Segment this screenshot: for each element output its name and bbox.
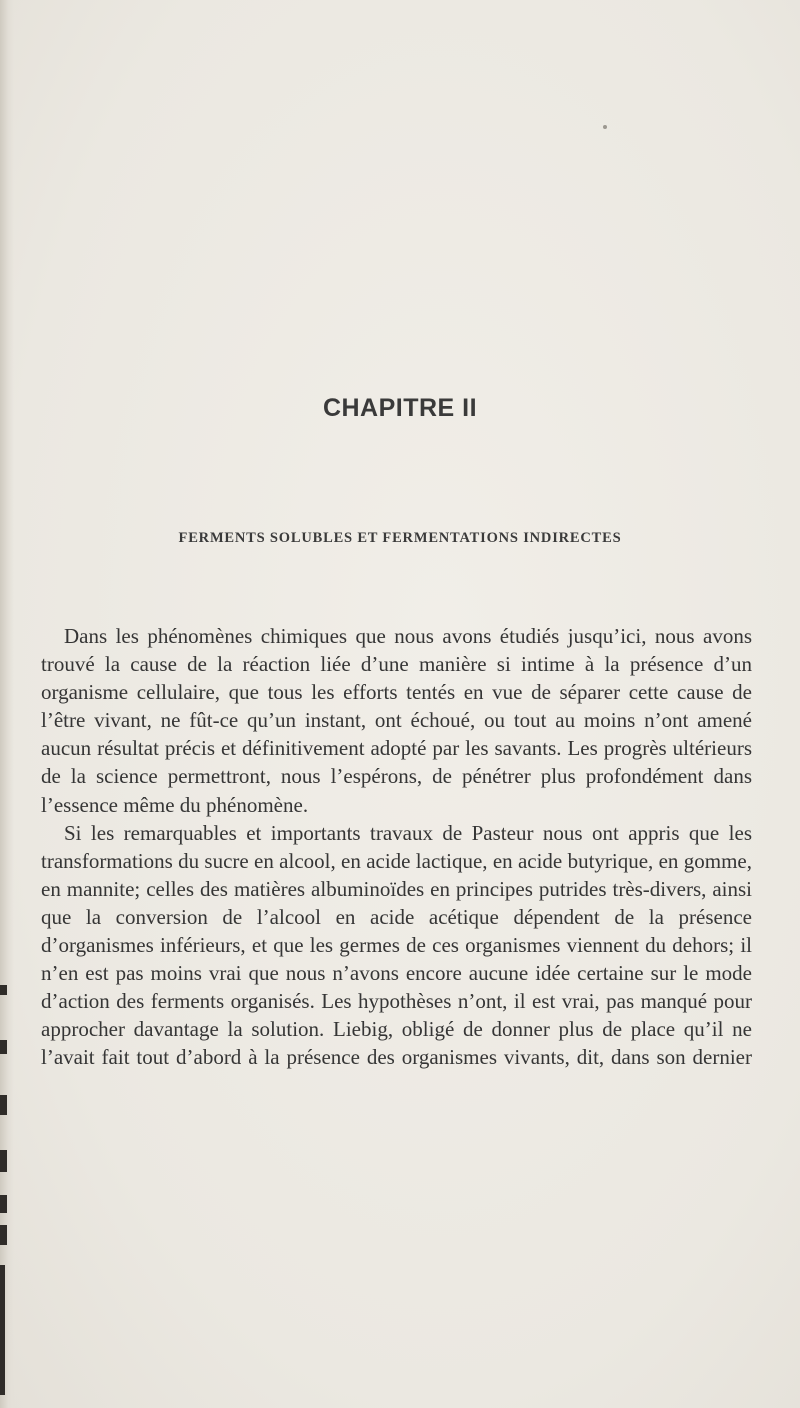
binding-mark (0, 1195, 7, 1213)
binding-mark (0, 1040, 7, 1054)
paragraph: Si les remarquables et importants travaux de Pasteur nous ont appris que les transformations du sucre en alcool, en acide lactique, en acide butyrique, en gomme, en mannite; celles des matières albuminoïdes en principes putrides très-divers, ainsi que la conversion de l’alcool en acide acétique dépendent de la présence d’organismes inférieurs, et que les germes de ces organismes viennent du dehors; il n’en est pas moins vrai que nous n’avons encore aucune idée certaine sur le mode d’action des ferments organisés. Les hypothèses n’ont, il est vrai, pas manqué pour approcher davantage la solution. Liebig, obligé de donner plus de place qu’il ne l’avait fait tout d’abord à la présence des organismes vivants, dit, dans son dernier (41, 820, 752, 1070)
binding-mark (0, 985, 7, 995)
binding-mark (0, 1265, 5, 1395)
paragraph: Dans les phénomènes chimiques que nous avons étudiés jusqu’ici, nous avons trouvé la cause de la réaction liée d’une manière si intime à la présence d’un organisme cellulaire, que tous les efforts tentés en vue de séparer cette cause de l’être vivant, ne fût-ce qu’un instant, ont échoué, ou tout au moins n’ont amené aucun résultat précis et définitivement adopté par les savants. Les progrès ultérieurs de la science permettront, nous l’espérons, de pénétrer plus profondément dans l’essence même du phénomène. (41, 624, 752, 817)
paper-speck (603, 125, 607, 129)
binding-mark (0, 1150, 7, 1172)
binding-mark (0, 1095, 7, 1115)
chapter-title: CHAPITRE II (322, 394, 478, 422)
binding-mark (0, 1225, 7, 1245)
body-text (41, 622, 752, 1072)
chapter-subtitle: FERMENTS SOLUBLES ET FERMENTATIONS INDIRECTES (178, 530, 622, 546)
